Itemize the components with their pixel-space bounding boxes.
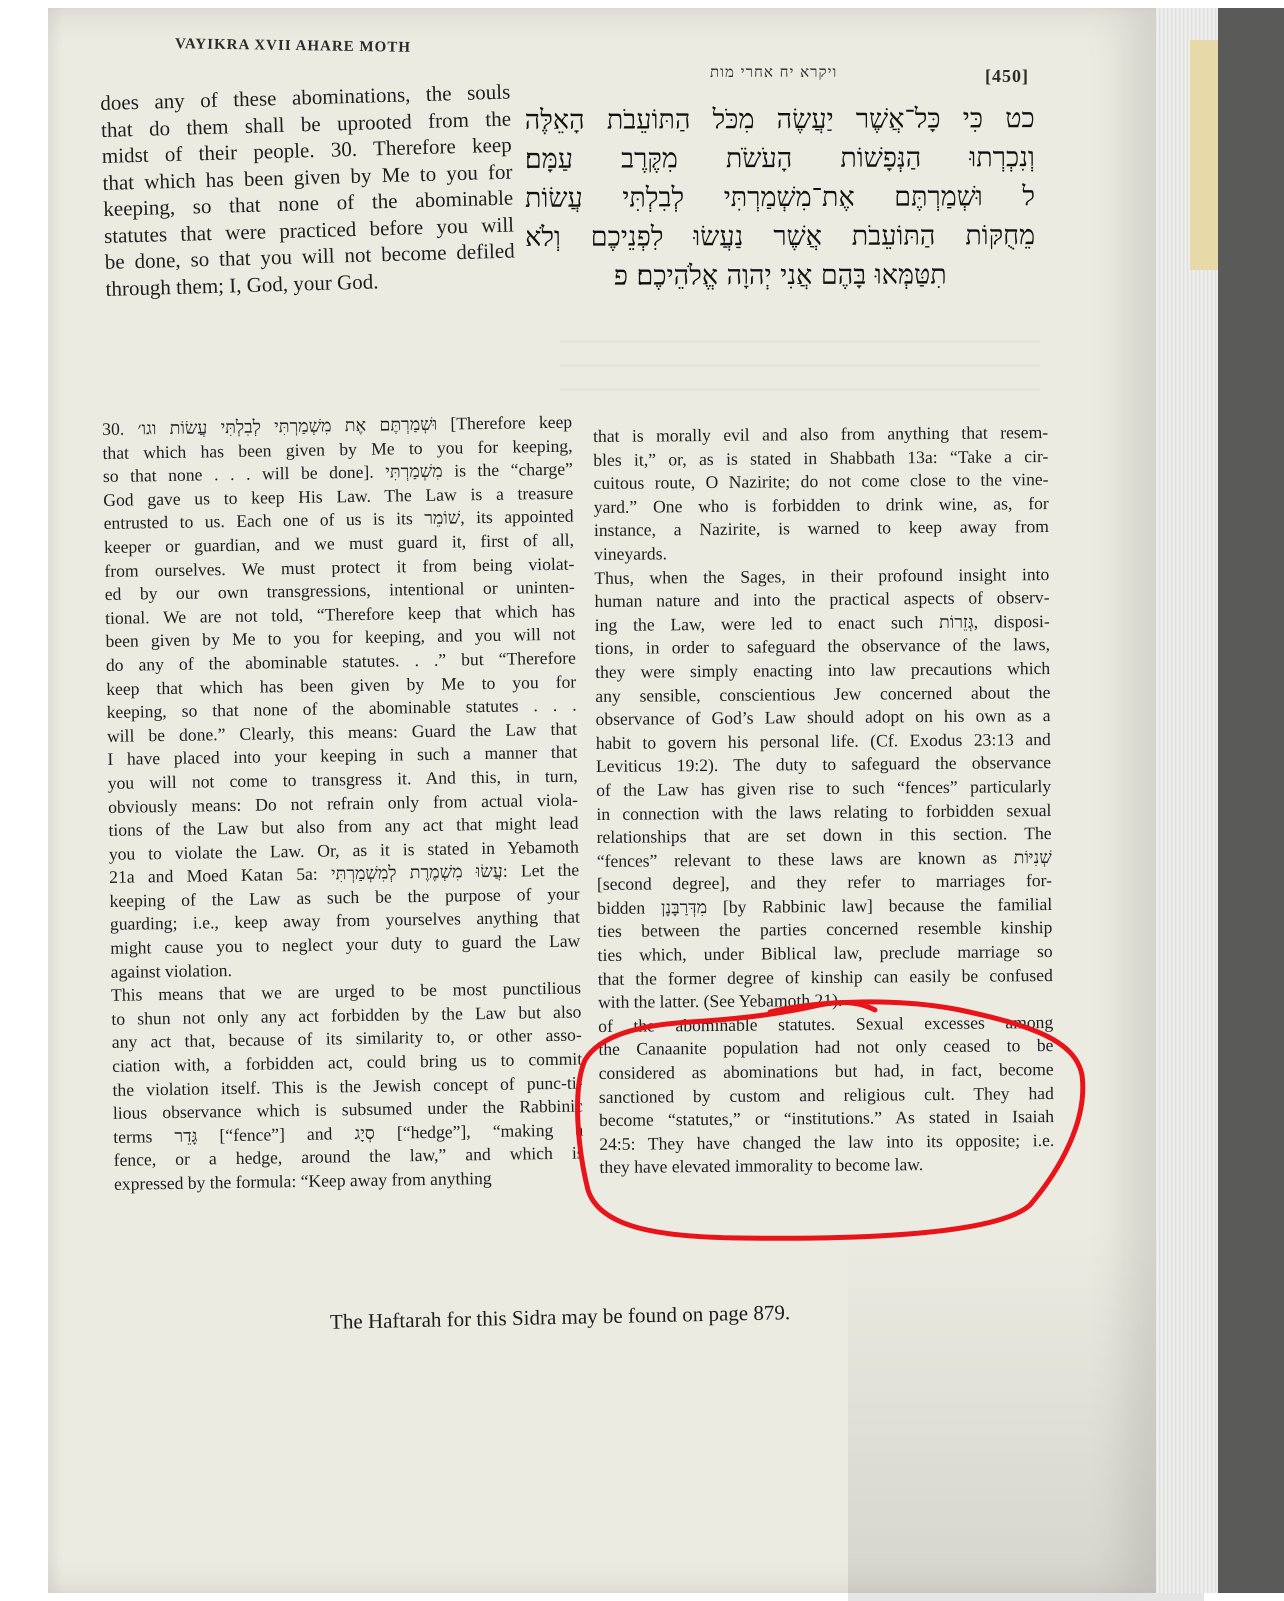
book-cover (1218, 8, 1284, 1593)
verse-english (100, 79, 516, 302)
verse-en-line: be done, so that you will not become defiled (104, 238, 515, 274)
commentary-left-line: ciation with, a forbidden act, could bring us to commit (112, 1048, 583, 1076)
commentary-left-line: entrusted to us. Each one of us is its שׁוֹמֵר, its appointed (103, 505, 574, 534)
commentary-left-line: keeper or guardian, and we must guard it, first of all, (103, 529, 575, 557)
commentary-right-line: with the latter. (See Yebamoth 21). (597, 990, 843, 1013)
commentary-right-line: they have elevated immorality to become law. (599, 1154, 924, 1178)
commentary-right-line: any sensible, conscientious Jew concerned about the (595, 681, 1051, 706)
commentary-right-line: 24:5: They have changed the law into its opposite; i.e. (599, 1129, 1055, 1154)
running-header-left: VAYIKRA XVII AHARE MOTH (174, 36, 412, 56)
commentary-left-line: guarding; i.e., keep away from yourselves anything that (109, 907, 581, 935)
commentary-left-line: been given by Me to you for keeping, and you will not (105, 623, 576, 652)
commentary-left-line: expressed by the formula: “Keep away from anything (113, 1167, 492, 1194)
verse-en-line: through them; I, God, your God. (105, 268, 379, 301)
commentary-right-line: of the abominable statutes. Sexual excesses among (598, 1011, 1054, 1036)
commentary-left-line: so that none . . . will be done]. מִשְׁמַרְתִּי is the “charge” (102, 458, 574, 487)
commentary-right-line: instance, a Nazirite, is warned to keep away from (593, 516, 1049, 541)
commentary-left-line: do any of the abominable statutes. . .” but “Therefore (105, 647, 576, 675)
commentary-left-line: will be done.” Clearly, this means: Guard the Law that (106, 718, 578, 746)
commentary-left-line: fence, or a hedge, around the law,” and which is (113, 1142, 584, 1171)
commentary-left-line: against violation. (110, 959, 233, 982)
verse-en-line: that do them shall be uprooted from the (100, 106, 512, 142)
commentary-right-line: tions, in order to safeguard the observance of the laws, (594, 634, 1051, 659)
commentary-right-line: become “statutes,” or “institutions.” As stated in Isaiah (598, 1106, 1055, 1131)
commentary-left-line: obviously means: Do not refrain only from actual viola- (107, 789, 579, 817)
verse-en-line: that which has been given by Me to you for (102, 159, 513, 195)
verse-en-line: statutes that were practiced before you will (103, 212, 515, 248)
commentary-right-line: “fences” relevant to these laws are known as שְׁנִיּוֹת (596, 846, 1052, 871)
verse-he-line: כט כִּי כָּל־אֲשֶׁר יַעֲשֶׂה מִכֹּל הַתּוֹעֵבֹת הָאֵלֶּה (524, 103, 1035, 136)
verse-he-line: וְנִכְרְתוּ הַנְּפָשׁוֹת הָעֹשֹׂת מִקֶּרֶב עַמָּם׃ (524, 142, 1035, 175)
commentary-right-line: that the former degree of kinship can easily be confused (597, 964, 1053, 989)
bleed-through-text (560, 340, 1040, 400)
commentary-left-line: keeping of the Law as such be the purpose of your (109, 883, 580, 911)
commentary-right-line: that is morally evil and also from anything that resem- (593, 422, 1049, 446)
verse-en-line: midst of their people. 30. Therefore keep (101, 132, 513, 168)
verse-en-line: does any of these abominations, the souls (100, 79, 511, 115)
commentary-right-line: in connection with the laws relating to forbidden sexual (596, 799, 1052, 824)
commentary-right-line: yard.” One who is forbidden to drink wine, as, for (593, 492, 1049, 517)
commentary-right-line: Leviticus 19:2). The duty to safeguard the observance (595, 752, 1052, 777)
commentary-left-line: you to violate the Law. Or, as it is stated in Yebamoth (108, 836, 579, 864)
commentary-left-line: tions of the Law but also from any act that might lead (108, 812, 579, 841)
commentary-left-column (102, 411, 584, 1197)
commentary-left-line: lious observance which is subsumed under the Rabbinic (112, 1095, 584, 1124)
commentary-right-line: the Canaanite population had not only ceased to be (598, 1035, 1054, 1060)
commentary-right-line: observance of God’s Law should adopt on his own as a (595, 705, 1051, 730)
verse-he-line: מֵחֻקּוֹת הַתּוֹעֵבֹת אֲשֶׁר נַעֲשׂוּ לִפְנֵיכֶם וְלֹא (525, 220, 1036, 253)
commentary-left-line: you will not come to transgress it. And this, in turn, (107, 765, 578, 793)
commentary-right-line: bles it,” or, as is stated in Shabbath 13a: “Take a cir- (593, 445, 1049, 470)
commentary-left-line: God gave us to keep His Law. The Law is a treasure (103, 482, 574, 510)
commentary-left-line: 30. וּשְׁמַרְתֶּם אֶת מִשְׁמַרְתִּי לְבִלְתִּי עֲשׂוֹת וגו׳ [Therefore keep (102, 411, 573, 439)
commentary-right-line: Thus, when the Sages, in their profound insight into (594, 563, 1050, 588)
verse-en-line: keeping, so that none of the abominable (102, 185, 514, 221)
verse-he-line: ל וּשְׁמַרְתֶּם אֶת־מִשְׁמַרְתִּי לְבִלְתִּי עֲשׂוֹת (524, 181, 1036, 214)
commentary-right-line: sanctioned by custom and religious cult. They had (598, 1082, 1054, 1107)
commentary-left-line: 21a and Moed Katan 5a: עֲשׂוּ מִשְׁמֶרֶת לְמִשְׁמַרְתִּי: Let the (109, 859, 580, 888)
commentary-right-line: bidden מִדְּרַבָּנָן [by Rabbinic law] because the familial (597, 893, 1053, 918)
commentary-left-line: tional. We are not told, “Therefore keep that which has (104, 600, 576, 628)
bookmark-ribbon (1190, 40, 1218, 270)
commentary-right-line: of the Law has given rise to such “fences” particularly (596, 775, 1052, 800)
commentary-right-line: ties between the parties concerned resemble kinship (597, 917, 1053, 942)
commentary-left-line: keeping, so that none of the abominable statutes . . . (106, 694, 577, 723)
commentary-right-line: ties which, under Biblical law, preclude marriage so (597, 941, 1053, 966)
commentary-left-line: might cause you to neglect your duty to guard the Law (110, 930, 581, 958)
page-shadow (848, 1228, 1204, 1601)
commentary-right-column (593, 421, 1055, 1180)
commentary-left-line: I have placed into your keeping in such a manner that (107, 741, 578, 770)
commentary-left-line: that which has been given by Me to you for keeping, (102, 435, 573, 463)
commentary-left-line: This means that we are urged to be most punctilious (110, 977, 582, 1006)
commentary-left-line: to shun not only any act forbidden by the Law but also (111, 1001, 582, 1029)
commentary-left-line: any act that, because of its similarity to, or other asso- (111, 1024, 582, 1053)
commentary-right-line: they were simply enacting into law precautions which (595, 657, 1051, 682)
page-number: [450] (985, 66, 1029, 86)
commentary-right-line: cuitous route, O Nazirite; do not come close to the vine- (593, 469, 1049, 494)
commentary-right-line: relationships that are set down in this section. The (596, 823, 1052, 848)
commentary-right-line: [second degree], and they refer to marriages for- (596, 870, 1053, 895)
commentary-right-line: vineyards. (594, 543, 668, 564)
commentary-left-line: keep that which has been given by Me to you for (106, 671, 577, 699)
commentary-left-line: ed by our own transgressions, intentional or uninten- (104, 576, 575, 605)
commentary-left-line: terms גָּדֵר [“fence”] and סְיָג [“hedge”], “making a (113, 1119, 584, 1147)
verse-hebrew (525, 99, 1036, 296)
verse-he-line: תִטַּמְּאוּ בָּהֶם אֲנִי יְהוָה אֱלֹהֵיכֶם׃ פ (613, 259, 947, 292)
commentary-right-line: habit to govern his personal life. (Cf. Exodus 23:13 and (595, 728, 1051, 753)
running-header-hebrew: ויקרא יח אחרי מות (710, 63, 838, 81)
commentary-left-line: from ourselves. We must protect it from being violat- (104, 553, 575, 581)
commentary-right-line: human nature and into the practical aspects of observ- (594, 587, 1050, 612)
haftarah-note: The Haftarah for this Sidra may be found on page 879. (329, 1300, 791, 1334)
commentary-right-line: ing the Law, were led to enact such גְּזֵרוֹת, disposi- (594, 610, 1050, 635)
commentary-right-line: considered as abominations but had, in fact, become (598, 1059, 1054, 1084)
commentary-left-line: the violation itself. This is the Jewish concept of punc-ti- (112, 1072, 583, 1100)
